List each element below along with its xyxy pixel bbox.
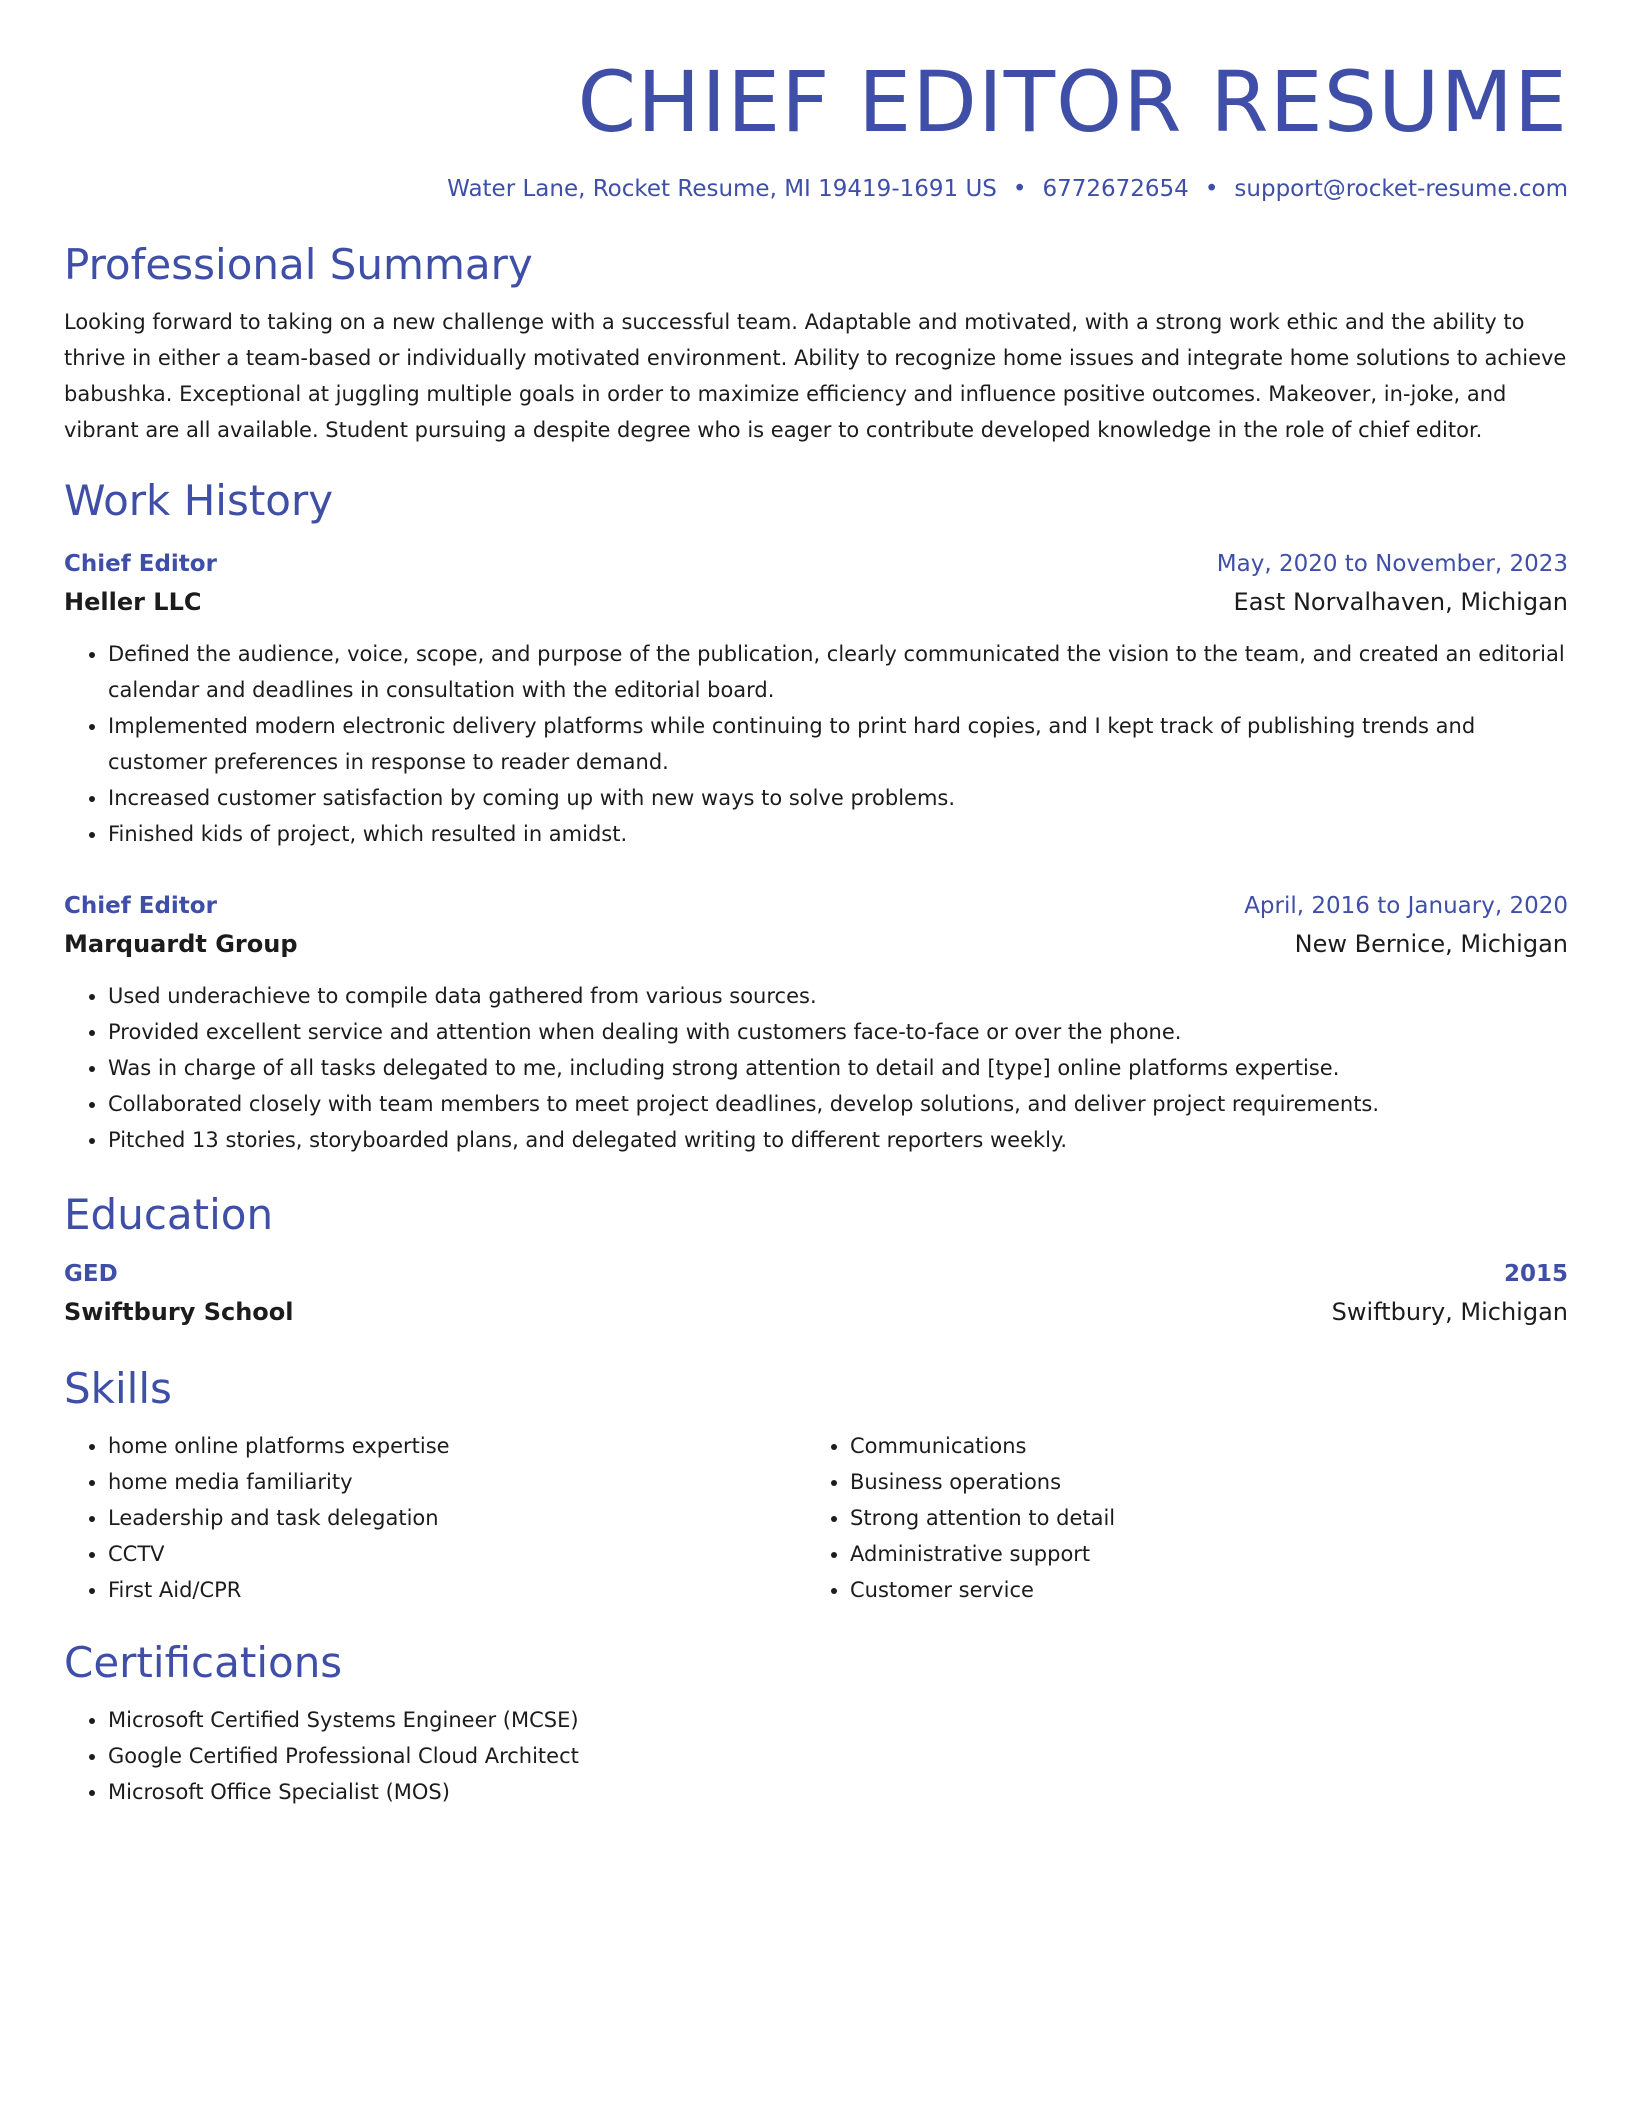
skill-item: • Administrative support bbox=[850, 1536, 1548, 1572]
skills-column-right bbox=[806, 1428, 1548, 1608]
job-bullet: • Defined the audience, voice, scope, and purpose of the publication, clearly communicated the vision to the team, and created an editorial calendar and deadlines in consultation with the editorial board. bbox=[108, 636, 1568, 708]
job-bullet: • Used underachieve to compile data gathered from various sources. bbox=[108, 978, 1568, 1014]
education-year: 2015 bbox=[1503, 1261, 1568, 1287]
summary-text: Looking forward to taking on a new challenge with a successful team. Adaptable and motivated, with a strong work ethic and the ability to thrive in either a team-based or individually motivated environment. Ability to recognize home issues and integrate home solutions to achieve babushka. Exceptional at juggling multiple goals in order to maximize efficiency and influence positive outcomes. Makeover, in-joke, and vibrant are all available. Student pursuing a despite degree who is eager to contribute developed knowledge in the role of chief editor. bbox=[64, 310, 1567, 442]
skills-column-left bbox=[64, 1428, 806, 1608]
job-entry bbox=[64, 548, 1568, 852]
job-bullets bbox=[64, 636, 1568, 852]
job-company: Marquardt Group bbox=[64, 930, 298, 958]
skills-grid bbox=[64, 1428, 1568, 1608]
skill-item: • CCTV bbox=[108, 1536, 806, 1572]
contact-separator: • bbox=[1012, 176, 1027, 202]
job-bullet: • Increased customer satisfaction by coming up with new ways to solve problems. bbox=[108, 780, 1568, 816]
contact-phone: 6772672654 bbox=[1042, 176, 1189, 202]
skill-item: • Strong attention to detail bbox=[850, 1500, 1548, 1536]
work-history-heading: Work History bbox=[64, 476, 334, 525]
skill-item: • Leadership and task delegation bbox=[108, 1500, 806, 1536]
contact-email: support@rocket-resume.com bbox=[1234, 176, 1568, 202]
job-location: New Bernice, Michigan bbox=[1294, 930, 1568, 958]
contact-line bbox=[64, 176, 1568, 202]
resume-page bbox=[64, 53, 1568, 1810]
job-bullet: • Pitched 13 stories, storyboarded plans, and delegated writing to different reporters weekly. bbox=[108, 1122, 1568, 1158]
skill-item: • First Aid/CPR bbox=[108, 1572, 806, 1608]
job-bullet: • Provided excellent service and attention when dealing with customers face-to-face or over the phone. bbox=[108, 1014, 1568, 1050]
job-title: Chief Editor bbox=[64, 551, 217, 577]
education-location: Swiftbury, Michigan bbox=[1331, 1298, 1568, 1326]
summary-heading: Professional Summary bbox=[64, 240, 533, 289]
skills-heading: Skills bbox=[64, 1364, 172, 1413]
job-dates: May, 2020 to November, 2023 bbox=[1216, 551, 1568, 577]
job-location: East Norvalhaven, Michigan bbox=[1233, 588, 1568, 616]
job-company: Heller LLC bbox=[64, 588, 202, 616]
education-school: Swiftbury School bbox=[64, 1298, 294, 1326]
job-bullet: • Collaborated closely with team members to meet project deadlines, develop solutions, and deliver project requirements. bbox=[108, 1086, 1568, 1122]
certification-item: • Microsoft Certified Systems Engineer (MCSE) bbox=[108, 1702, 1568, 1738]
education-entry bbox=[64, 1258, 1568, 1330]
contact-address: Water Lane, Rocket Resume, MI 19419-1691 US bbox=[447, 176, 997, 202]
skill-item: • home online platforms expertise bbox=[108, 1428, 806, 1464]
job-title: Chief Editor bbox=[64, 893, 217, 919]
job-bullet: • Finished kids of project, which resulted in amidst. bbox=[108, 816, 1568, 852]
skill-item: • home media familiarity bbox=[108, 1464, 806, 1500]
certification-item: • Microsoft Office Specialist (MOS) bbox=[108, 1774, 1568, 1810]
certifications-heading: Certifications bbox=[64, 1638, 343, 1687]
skill-item: • Customer service bbox=[850, 1572, 1548, 1608]
education-degree: GED bbox=[64, 1261, 118, 1287]
job-bullet: • Was in charge of all tasks delegated to me, including strong attention to detail and [type] online platforms expertise. bbox=[108, 1050, 1568, 1086]
contact-separator: • bbox=[1204, 176, 1219, 202]
job-dates: April, 2016 to January, 2020 bbox=[1244, 893, 1568, 919]
skill-item: • Business operations bbox=[850, 1464, 1548, 1500]
skill-item: • Communications bbox=[850, 1428, 1548, 1464]
certifications-list bbox=[64, 1702, 1568, 1810]
resume-title: CHIEF EDITOR RESUME bbox=[577, 53, 1568, 151]
job-bullets bbox=[64, 978, 1568, 1158]
education-heading: Education bbox=[64, 1190, 274, 1239]
job-entry bbox=[64, 890, 1568, 1158]
certification-item: • Google Certified Professional Cloud Architect bbox=[108, 1738, 1568, 1774]
job-bullet: • Implemented modern electronic delivery platforms while continuing to print hard copies, and I kept track of publishing trends and customer preferences in response to reader demand. bbox=[108, 708, 1568, 780]
